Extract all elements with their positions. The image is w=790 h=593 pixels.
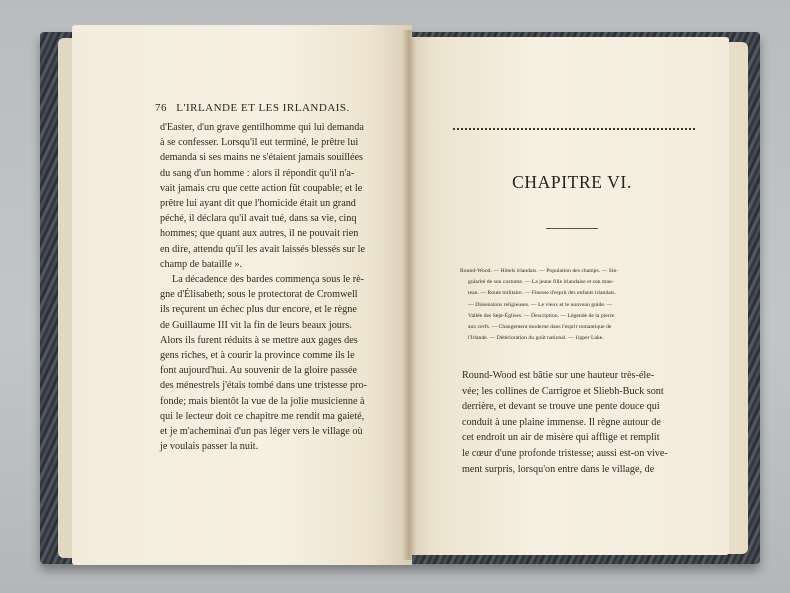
text-line: font aujourd'hui. Au souvenir de la gloire passée [160,365,358,377]
text-line: je voulais passer la nuit. [160,441,259,453]
text-line: ils reçurent un échec plus dur encore, et le règne [160,304,357,316]
text-line: Alors ils furent réduits à se mettre aux gages des [160,334,358,346]
text-line: champ de bataille ». [160,258,243,270]
text-line: péché, il déclara qu'il avait tué, dans sa vie, cinq [160,213,357,225]
book-gutter [402,30,416,560]
running-header [155,102,395,114]
text-line: gne d'Élisabeth; sous le protectorat de Cromwell [160,289,358,301]
dotted-rule [453,128,695,130]
text-line: des ménestrels j'étais tombé dans une tristesse pro- [160,380,367,392]
summary-line: teau. — Route militaire. — Finesse d'esprit des enfants irlandais. [468,290,616,297]
text-line: hommes; que quant aux autres, il ne pouvait rien [160,228,359,240]
text-line: cet endroit un air de misère qui afflige et remplit [462,432,660,444]
text-line: et je m'acheminai d'un pas léger vers le village où [160,426,363,438]
text-line: ment surpris, lorsqu'on entre dans le village, de [462,463,655,475]
summary-line: — Dissensions religieuses. — Le vieux et le nouveau guide. — [468,301,613,308]
text-line: à se confesser. Lorsqu'il eut terminé, le prêtre lui [160,137,359,149]
text-line: conduit à une plaine immense. Il règne autour de [462,416,661,428]
text-line: le cœur d'une profonde tristesse; aussi est-on vive- [462,447,668,459]
chapter-summary [460,266,696,344]
text-line: fonde; mais bientôt la vue de la jolie musicienne à [160,395,365,407]
chapter-rule [546,228,598,229]
page-number: 76 [155,102,167,114]
summary-line: aux cerfs. — Changement moderne dans l'esprit romantique de [468,324,612,331]
text-line: demanda si ses mains ne s'étaient jamais souillées [160,152,363,164]
text-line: de Guillaume III vit la fin de leurs beaux jours. [160,319,352,331]
text-line: qui le lecteur doit ce chapitre me rendit ma gaieté, [160,410,365,422]
text-line: gens riches, et à courir la province comme ils le [160,350,355,362]
text-line: vée; les collines de Carrigroe et Sliebh-Buck sont [462,385,664,397]
text-line: prêtre lui ayant dit que l'homicide était un grand [160,198,356,210]
chapter-title: CHAPITRE VI. [512,172,632,192]
running-head-title: L'IRLANDE ET LES IRLANDAIS. [176,102,350,114]
summary-line: Round-Wood. — Hôtels irlandais. — Population des champs. — Sin- [460,268,619,274]
text-line: derrière, et devant se trouve une pente douce qui [462,401,660,413]
text-line: d'Easter, d'un grave gentilhomme qui lui demanda [160,122,364,133]
text-line: La décadence des bardes commença sous le rè- [172,274,365,286]
text-line: vait jamais cru que cette action fût coupable; et le [160,182,363,194]
left-page-text [160,120,378,454]
summary-line: l'Irlande. — Détérioration du goût national. — Upper Lake. [468,335,604,342]
text-line: du sang d'un homme : alors il répondit qu'il n'a- [160,167,355,179]
text-line: Round-Wood est bâtie sur une hauteur très-éle- [462,370,655,381]
summary-line: gularité de son costume. — La jeune fille irlandaise et son man- [468,279,614,286]
summary-line: Vallée des Sept-Églises. — Description. — Légende de la pierre [468,312,615,319]
right-page-text [462,368,694,477]
text-line: en dire, attendu qu'il les avait laissés blessés sur le [160,243,365,255]
